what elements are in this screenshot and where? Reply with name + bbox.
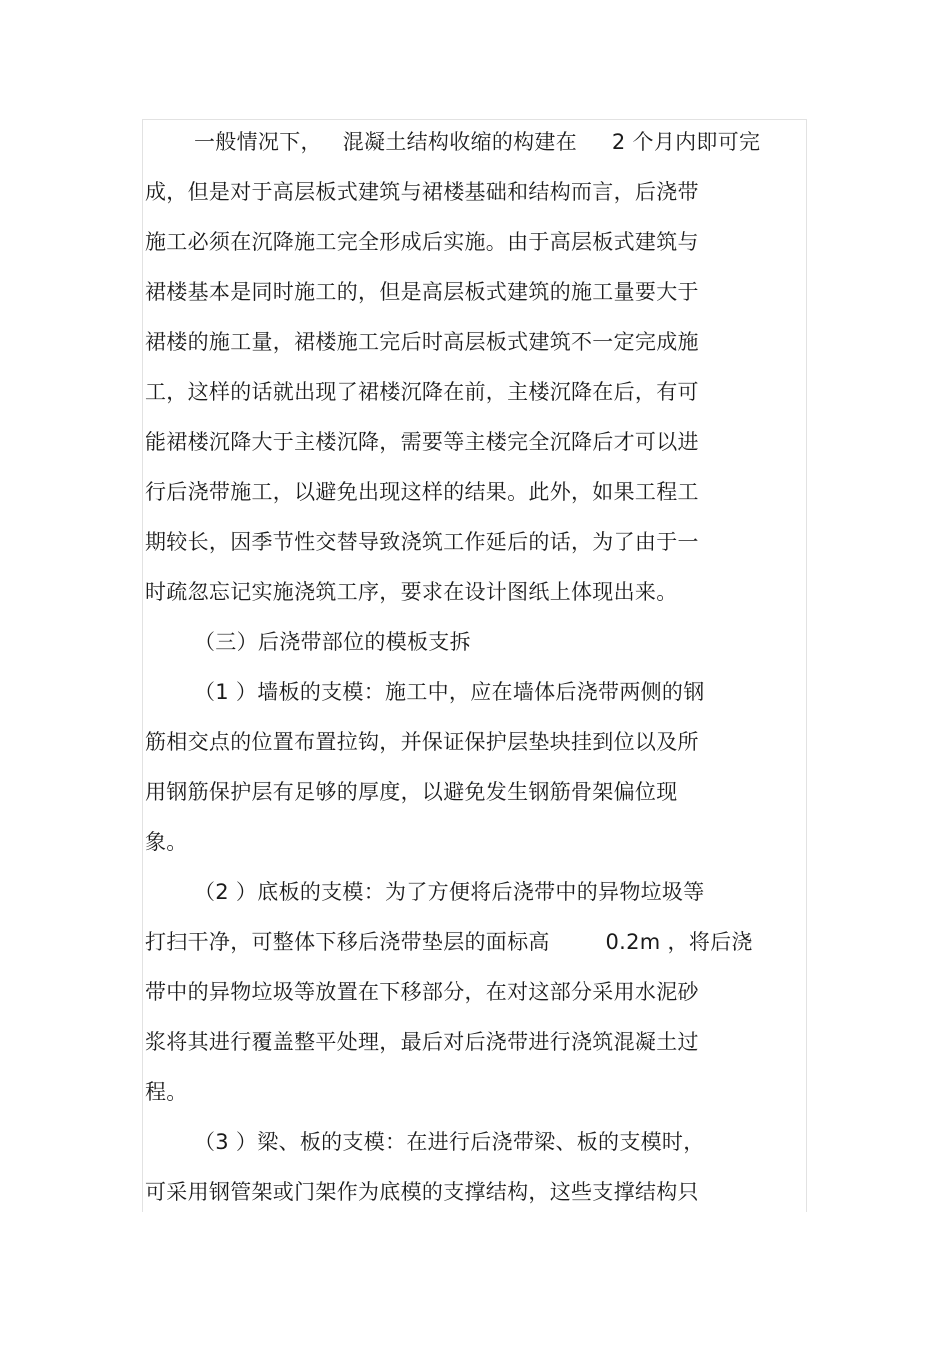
text-line: 能裙楼沉降大于主楼沉降，需要等主楼完全沉降后才可以进 [145,430,699,454]
text-line: （2 ）底板的支模：为了方便将后浇带中的异物垃圾等 [194,880,705,904]
text-line: 施工必须在沉降施工完全形成后实施。由于高层板式建筑与 [145,230,699,254]
text-line: 用钢筋保护层有足够的厚度，以避免发生钢筋骨架偏位现 [145,780,678,804]
text-line: 象。 [145,830,188,854]
text-line: 带中的异物垃圾等放置在下移部分，在对这部分采用水泥砂 [145,980,699,1004]
text-line: （1 ）墙板的支模：施工中，应在墙体后浇带两侧的钢 [194,680,705,704]
text-line: 工，这样的话就出现了裙楼沉降在前，主楼沉降在后，有可 [145,380,699,404]
text-line: 成，但是对于高层板式建筑与裙楼基础和结构而言，后浇带 [145,180,699,204]
text-line: 裙楼的施工量，裙楼施工完后时高层板式建筑不一定完成施 [145,330,699,354]
text-line: 期较长，因季节性交替导致浇筑工作延后的话，为了由于一 [145,530,699,554]
text-line: 浆将其进行覆盖整平处理，最后对后浇带进行浇筑混凝土过 [145,1030,699,1054]
section-heading: （三）后浇带部位的模板支拆 [194,630,471,654]
text-line: 裙楼基本是同时施工的，但是高层板式建筑的施工量要大于 [145,280,699,304]
text-line: 行后浇带施工，以避免出现这样的结果。此外，如果工程工 [145,480,699,504]
text-line: （3 ）梁、板的支模：在进行后浇带梁、板的支模时， [194,1130,705,1154]
text-line: 打扫干净，可整体下移后浇带垫层的面标高 0.2m ，将后浇 [145,930,753,954]
text-line: 程。 [145,1080,188,1104]
text-line: 时疏忽忘记实施浇筑工序，要求在设计图纸上体现出来。 [145,580,678,604]
text-line: 一般情况下， 混凝土结构收缩的构建在 2 个月内即可完 [194,130,761,154]
text-line: 可采用钢管架或门架作为底模的支撑结构，这些支撑结构只 [145,1180,699,1204]
text-line: 筋相交点的位置布置拉钩，并保证保护层垫块挂到位以及所 [145,730,699,754]
